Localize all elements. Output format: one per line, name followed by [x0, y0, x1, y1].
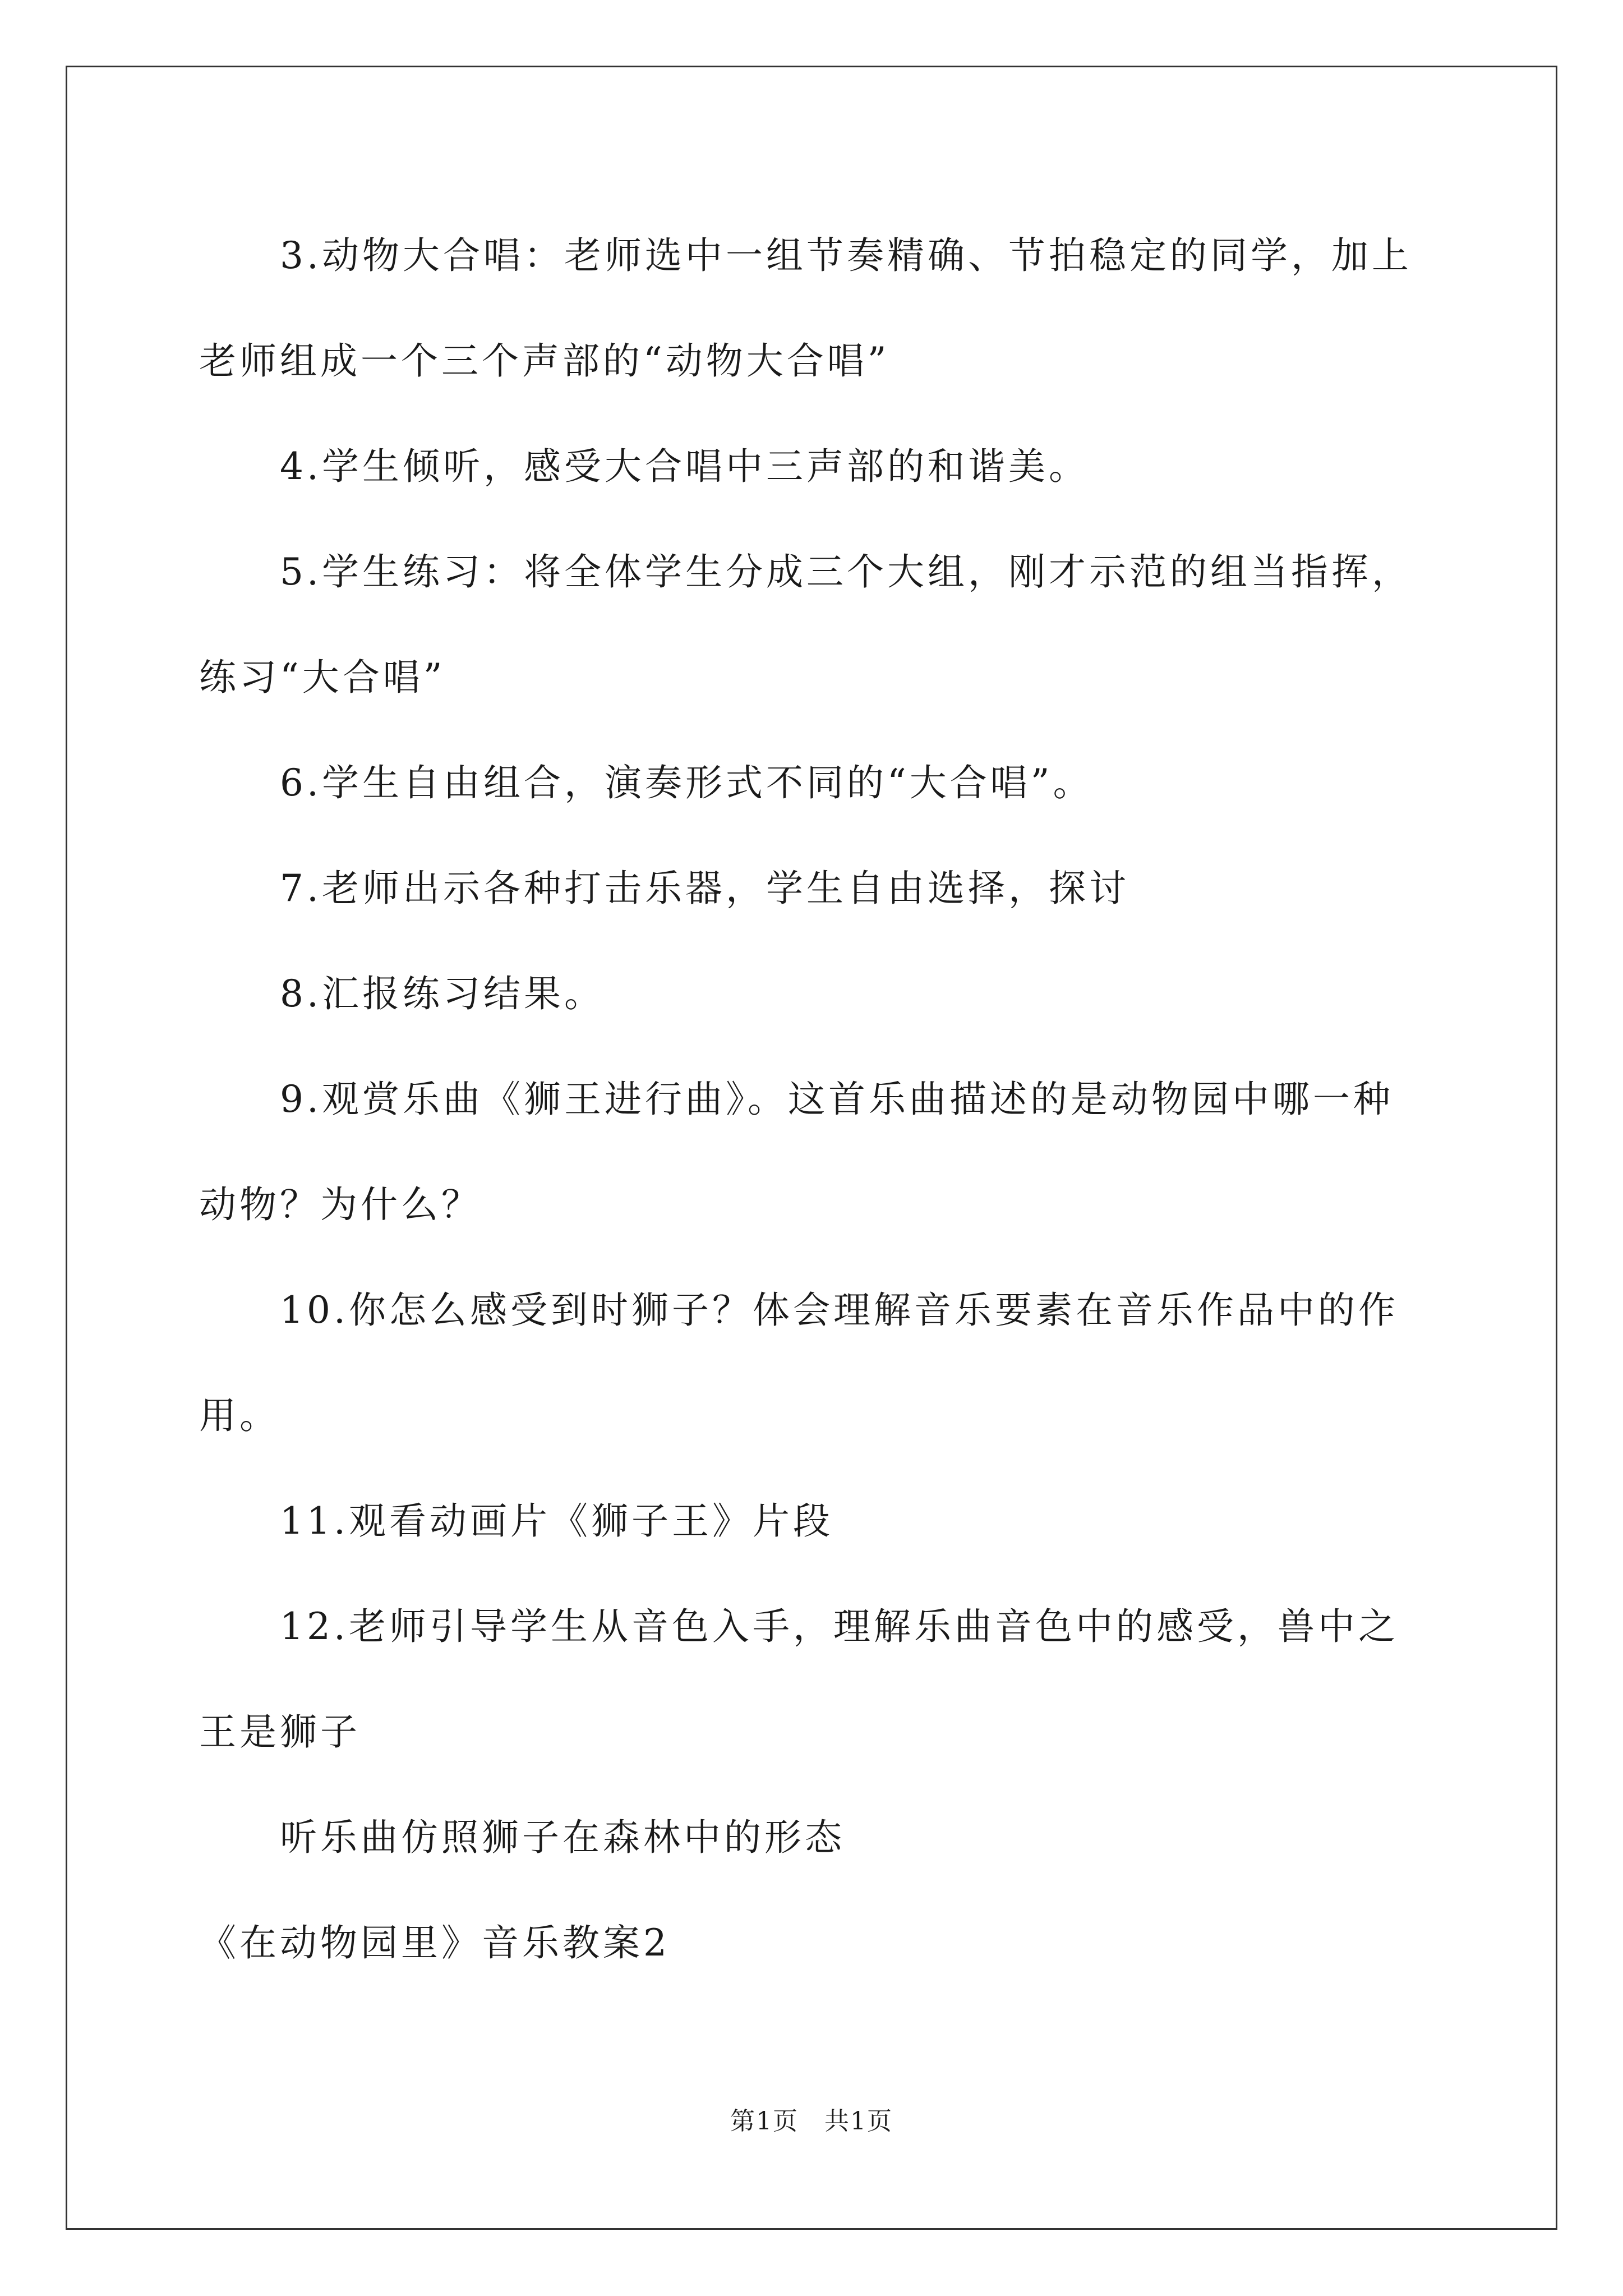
paragraph-step-4: 4.学生倾听，感受大合唱中三声部的和谐美。 [280, 445, 1089, 488]
paragraph-step-3: 3.动物大合唱：老师选中一组节奏精确、节拍稳定的同学，加上老师组成一个三个声部的“动物大合唱” [199, 234, 1412, 383]
paragraph-step-11: 11.观看动画片《狮子王》片段 [280, 1499, 833, 1543]
section-heading: 《在动物园里》音乐教案2 [199, 1921, 670, 1964]
paragraph-step-7: 7.老师出示各种打击乐器，学生自由选择，探讨 [280, 867, 1129, 910]
paragraph-step-5: 5.学生练习：将全体学生分成三个大组，刚才示范的组当指挥，练习“大合唱” [199, 550, 1412, 699]
paragraph-step-9: 9.观赏乐曲《狮王进行曲》。这首乐曲描述的是动物园中哪一种动物？为什么？ [199, 1078, 1394, 1226]
paragraph-step-10: 10.你怎么感受到时狮子？体会理解音乐要素在音乐作品中的作用。 [199, 1289, 1399, 1437]
page-number: 第1页 共1页 [730, 2107, 893, 2136]
paragraph-step-6: 6.学生自由组合，演奏形式不同的“大合唱”。 [280, 761, 1094, 804]
paragraph-step-8: 8.汇报练习结果。 [280, 972, 605, 1015]
paragraph-listen: 听乐曲仿照狮子在森林中的形态 [280, 1816, 845, 1859]
paragraph-step-12: 12.老师引导学生从音色入手，理解乐曲音色中的感受，兽中之王是狮子 [199, 1605, 1399, 1754]
